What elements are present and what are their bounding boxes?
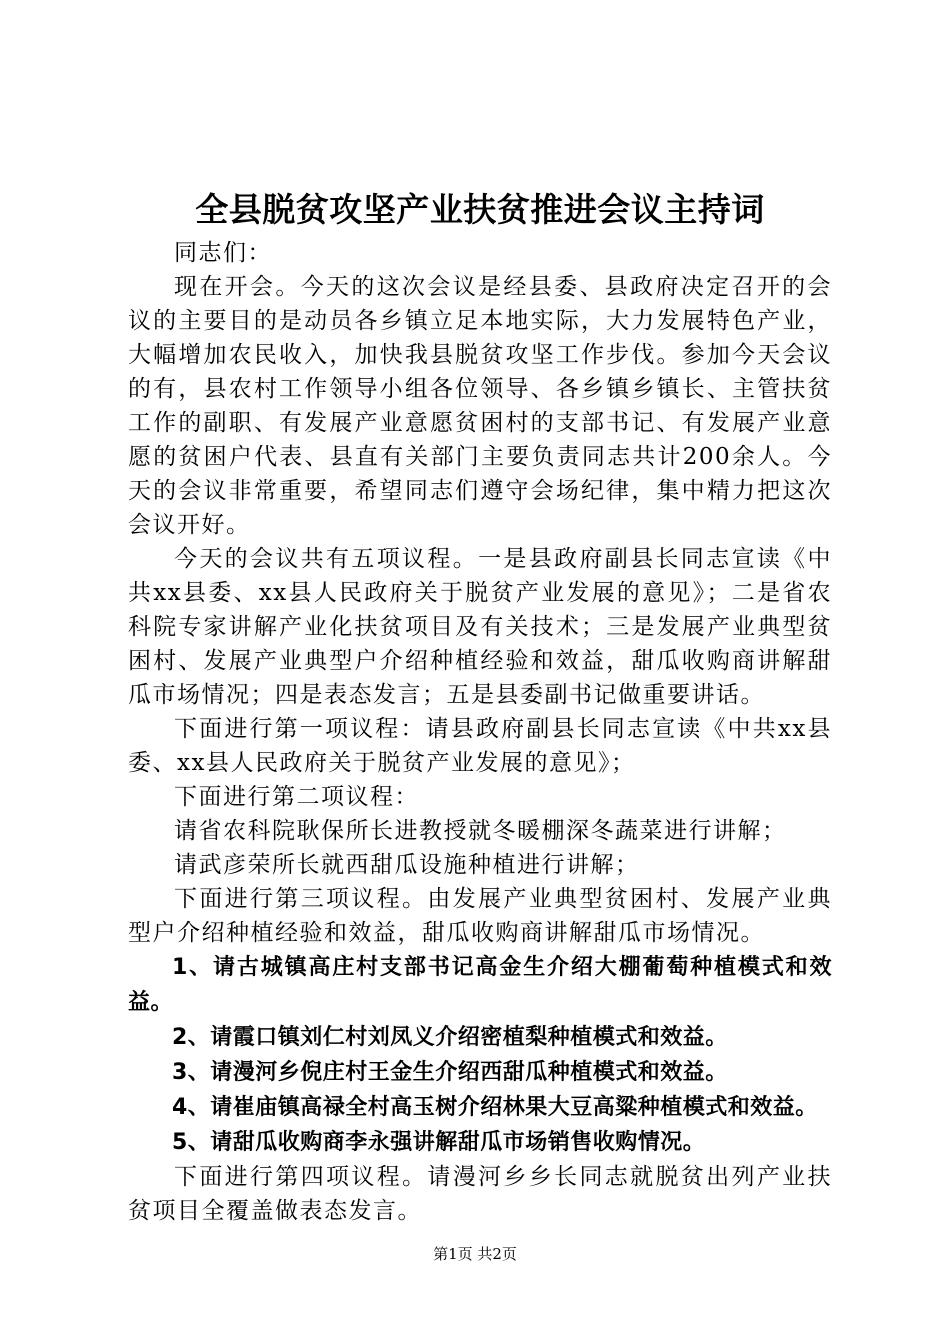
speaker-list-item-5: 5、请甜瓜收购商李永强讲解甜瓜市场销售收购情况。 [172, 1130, 706, 1155]
document-title: 全县脱贫攻坚产业扶贫推进会议主持词 [195, 190, 765, 229]
speaker-list-item-1: 1、请古城镇高庄村支部书记高金生介绍大棚葡萄种植模式和效益。 [128, 955, 832, 1015]
speaker-list-item-3: 3、请漫河乡倪庄村王金生介绍西甜瓜种植模式和效益。 [172, 1060, 728, 1085]
agenda-item-four-paragraph: 下面进行第四项议程。请漫河乡乡长同志就脱贫出列产业扶贫项目全覆盖做表态发言。 [128, 1164, 832, 1224]
speaker-list-item-2: 2、请霞口镇刘仁村刘凤义介绍密植梨种植模式和效益。 [172, 1025, 728, 1050]
opening-paragraph: 现在开会。今天的这次会议是经县委、县政府决定召开的会议的主要目的是动员各乡镇立足本地实际，大力发展特色产业，大幅增加农民收入，加快我县脱贫攻坚工作步伐。参加今天会议的有，县农村工作领导小组各位领导、各乡镇乡镇长、主管扶贫工作的副职、有发展产业意愿贫困村的支部书记、有发展产业意愿的贫困户代表、县直有关部门主要负责同志共计200余人。今天的会议非常重要，希望同志们遵守会场纪律，集中精力把这次会议开好。 [128, 274, 832, 538]
document-body [128, 186, 832, 1228]
agenda-item-two-speaker-1: 请省农科院耿保所长进教授就冬暖棚深冬蔬菜进行讲解； [174, 818, 787, 844]
agenda-overview-paragraph: 今天的会议共有五项议程。一是县政府副县长同志宣读《中共xx县委、xx县人民政府关于脱贫产业发展的意见》；二是省农科院专家讲解产业化扶贫项目及有关技术；三是发展产业典型贫困村、发展产业典型户介绍种植经验和效益，甜瓜收购商讲解甜瓜市场情况；四是表态发言；五是县委副书记做重要讲话。 [128, 546, 832, 708]
agenda-item-two-speaker-2: 请武彦荣所长就西甜瓜设施种植进行讲解； [174, 852, 640, 878]
speaker-list-item-4: 4、请崔庙镇高禄全村高玉树介绍林果大豆高粱种植模式和效益。 [172, 1095, 818, 1120]
greeting-paragraph: 同志们： [174, 240, 272, 266]
agenda-item-three-paragraph: 下面进行第三项议程。由发展产业典型贫困村、发展产业典型户介绍种植经验和效益，甜瓜收购商讲解甜瓜市场情况。 [128, 886, 832, 946]
agenda-item-two-heading: 下面进行第二项议程： [174, 784, 419, 810]
agenda-item-one-paragraph: 下面进行第一项议程：请县政府副县长同志宣读《中共xx县委、xx县人民政府关于脱贫产业发展的意见》； [128, 716, 832, 776]
page-number-footer: 第1页 共2页 [433, 1245, 517, 1263]
